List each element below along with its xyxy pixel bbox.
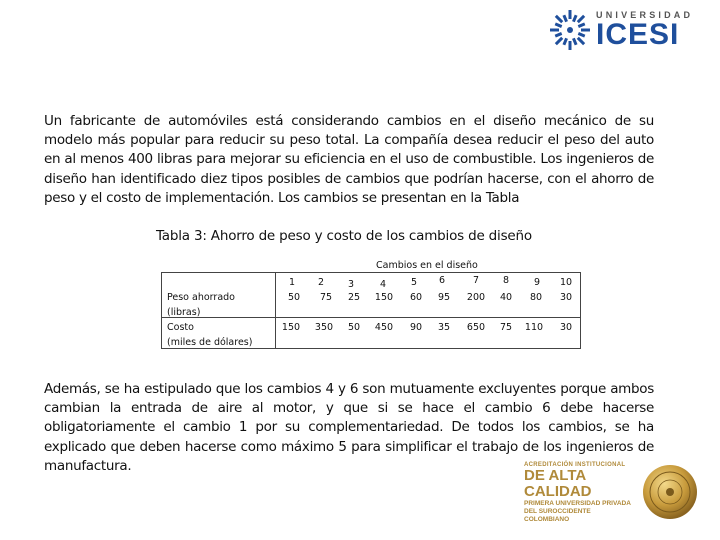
table-cell: 60: [409, 292, 423, 303]
logo-university-text: UNIVERSIDAD: [596, 10, 694, 20]
accreditation-badge: [524, 462, 694, 524]
column-header: 8: [502, 275, 510, 286]
table-cell: 200: [466, 292, 486, 303]
table-cell: 80: [529, 292, 543, 303]
intro-paragraph: Un fabricante de automóviles está considerando cambios en el diseño mecánico de su modelo más popular para reducir su peso total. La compañía desea reducir el peso del auto en al menos 400 libras para mejorar su eficiencia en el uso de combustible. Los ingenieros de diseño han identificado diez tipos posibles de cambios que podrían hacerse, con el ahorro de peso y el costo de implementación. Los cambios se presentan en la Tabla: [44, 113, 654, 206]
table-cell: 150: [281, 322, 301, 333]
table-cell: 90: [409, 322, 423, 333]
table-cell: 50: [287, 292, 301, 303]
table-cell: 75: [499, 322, 513, 333]
row-label-cost-line1: Costo: [167, 322, 194, 333]
table-group-header: Cambios en el diseño: [376, 260, 478, 271]
column-header: 5: [410, 277, 418, 288]
constraints-paragraph: Además, se ha estipulado que los cambios 4 y 6 son mutuamente excluyentes porque ambos cambian la entrada de aire al motor, y que si se hace el cambio 6 debe hacerse obligatoriamente el cambio 1 por su complementariedad. De todos los cambios, se ha explicado que deben hacerse como máximo 5 para simplificar el trabajo de los ingenieros de manufactura.: [44, 381, 654, 474]
accreditation-line4: DEL SUROCCIDENTE COLOMBIANO: [524, 508, 591, 523]
table-cell: 150: [374, 292, 394, 303]
table-cell: 40: [499, 292, 513, 303]
table-top-border: [161, 272, 581, 273]
table-cell: 25: [347, 292, 361, 303]
table-cell: 95: [437, 292, 451, 303]
accreditation-text: [524, 462, 636, 522]
row-label-cost: [167, 320, 267, 350]
table-cell: 650: [466, 322, 486, 333]
table-cell: 350: [314, 322, 334, 333]
logo-icesi-text: ICESI: [596, 18, 680, 51]
column-header: 6: [438, 275, 446, 286]
column-header: 7: [472, 275, 480, 286]
table-cell: 30: [559, 322, 573, 333]
accreditation-line2: DE ALTA CALIDAD: [524, 467, 592, 500]
column-header: 1: [288, 277, 296, 288]
row-label-weight-line1: Peso ahorrado: [167, 292, 235, 303]
gold-seal-icon: [642, 464, 698, 520]
accreditation-line3: PRIMERA UNIVERSIDAD PRIVADA: [524, 500, 631, 507]
accreditation-line1: ACREDITACIÓN INSTITUCIONAL: [524, 462, 626, 468]
table-cell: 75: [319, 292, 333, 303]
column-header: 9: [533, 277, 541, 288]
table-cell: 30: [559, 292, 573, 303]
column-header: 10: [559, 277, 573, 288]
column-header: 4: [379, 279, 387, 290]
icesi-emblem-icon: [548, 8, 592, 52]
row-label-weight-line2: (libras): [167, 307, 201, 318]
row-label-cost-line2: (miles de dólares): [167, 337, 253, 348]
column-header: 2: [317, 277, 325, 288]
table-label-divider: [275, 272, 276, 348]
column-header: 3: [347, 279, 355, 290]
table-cell: 450: [374, 322, 394, 333]
table-caption: Tabla 3: Ahorro de peso y costo de los cambios de diseño: [156, 228, 532, 244]
table-cell: 110: [524, 322, 544, 333]
table-cell: 50: [347, 322, 361, 333]
icesi-logo: [548, 8, 698, 54]
table-cell: 35: [437, 322, 451, 333]
table-left-border: [161, 272, 162, 348]
row-label-weight: [167, 290, 267, 320]
